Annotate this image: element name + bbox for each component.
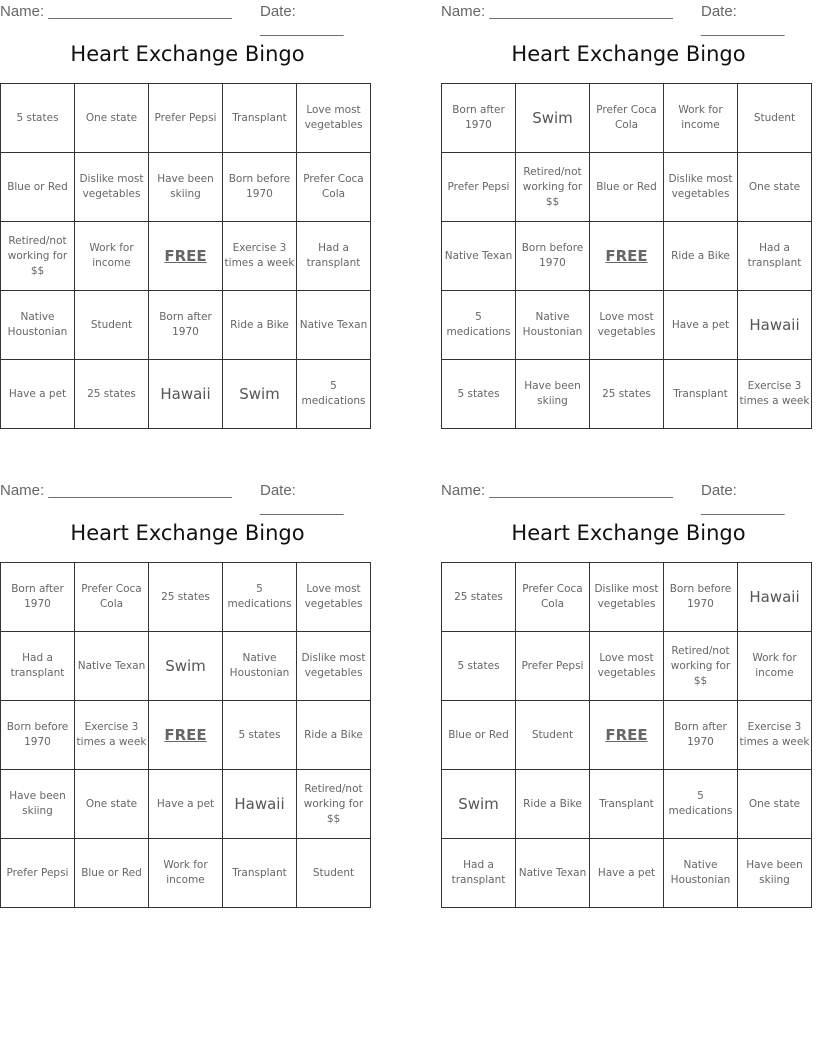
card-header <box>0 0 375 37</box>
bingo-cell[interactable]: Born before 1970 <box>516 222 590 291</box>
bingo-row <box>1 222 371 291</box>
bingo-cell[interactable]: Born after 1970 <box>1 563 75 632</box>
bingo-cell[interactable]: Prefer Pepsi <box>442 153 516 222</box>
bingo-cell[interactable]: One state <box>738 153 812 222</box>
bingo-cell[interactable]: Love most vegetables <box>297 84 371 153</box>
name-field-label[interactable]: Name: ______________________ <box>441 482 673 499</box>
bingo-cell[interactable]: Dislike most vegetables <box>590 563 664 632</box>
bingo-cell[interactable]: 5 states <box>1 84 75 153</box>
bingo-cell[interactable]: Work for income <box>149 839 223 908</box>
bingo-cell[interactable]: Native Houstonian <box>223 632 297 701</box>
bingo-cell[interactable]: Love most vegetables <box>590 632 664 701</box>
bingo-row <box>442 770 812 839</box>
bingo-cell[interactable]: Exercise 3 times a week <box>738 360 812 429</box>
bingo-row <box>442 701 812 770</box>
bingo-row <box>1 839 371 908</box>
bingo-cell[interactable]: Blue or Red <box>590 153 664 222</box>
bingo-cell[interactable]: Love most vegetables <box>590 291 664 360</box>
name-field-label[interactable]: Name: ______________________ <box>0 3 232 20</box>
bingo-cell[interactable]: Hawaii <box>223 770 297 839</box>
bingo-cell[interactable]: One state <box>75 84 149 153</box>
bingo-cell[interactable]: Work for income <box>738 632 812 701</box>
bingo-cell[interactable]: Dislike most vegetables <box>75 153 149 222</box>
bingo-cell[interactable]: 5 medications <box>223 563 297 632</box>
bingo-card-4 <box>441 479 816 911</box>
bingo-cell[interactable]: 25 states <box>75 360 149 429</box>
name-field-label[interactable]: Name: ______________________ <box>0 482 232 499</box>
bingo-cell[interactable]: Born before 1970 <box>1 701 75 770</box>
bingo-cell[interactable]: 5 medications <box>442 291 516 360</box>
bingo-cell[interactable]: Prefer Pepsi <box>1 839 75 908</box>
bingo-cell[interactable]: Blue or Red <box>442 701 516 770</box>
bingo-cell[interactable]: Transplant <box>590 770 664 839</box>
card-header <box>0 479 375 516</box>
card-title: Heart Exchange Bingo <box>511 42 746 66</box>
bingo-cell[interactable]: Had a transplant <box>1 632 75 701</box>
card-title: Heart Exchange Bingo <box>70 521 305 545</box>
bingo-cell[interactable]: 5 medications <box>297 360 371 429</box>
bingo-cell[interactable]: Born before 1970 <box>664 563 738 632</box>
bingo-row <box>442 84 812 153</box>
bingo-cell[interactable]: Transplant <box>223 84 297 153</box>
bingo-cell[interactable]: Student <box>297 839 371 908</box>
bingo-cell[interactable]: 5 states <box>442 632 516 701</box>
bingo-cell[interactable]: Native Houstonian <box>516 291 590 360</box>
bingo-cell[interactable]: 5 states <box>223 701 297 770</box>
bingo-cell[interactable]: Student <box>75 291 149 360</box>
bingo-cell[interactable]: Prefer Coca Cola <box>590 84 664 153</box>
date-field-label[interactable]: Date: __________ <box>260 482 344 516</box>
bingo-cell[interactable]: Swim <box>516 84 590 153</box>
bingo-cell[interactable]: Ride a Bike <box>664 222 738 291</box>
bingo-cell[interactable]: Swim <box>149 632 223 701</box>
bingo-cell[interactable]: Had a transplant <box>738 222 812 291</box>
bingo-cell[interactable]: Have been skiing <box>1 770 75 839</box>
bingo-cell[interactable]: Dislike most vegetables <box>297 632 371 701</box>
bingo-grid <box>0 83 371 429</box>
bingo-row <box>1 84 371 153</box>
bingo-row <box>1 360 371 429</box>
bingo-cell[interactable]: Born after 1970 <box>149 291 223 360</box>
bingo-cell[interactable]: 25 states <box>149 563 223 632</box>
bingo-row <box>1 563 371 632</box>
date-field-label[interactable]: Date: __________ <box>260 3 344 37</box>
bingo-card-3 <box>0 479 375 911</box>
bingo-cell[interactable]: Blue or Red <box>75 839 149 908</box>
bingo-cell[interactable]: One state <box>738 770 812 839</box>
bingo-cell[interactable]: Hawaii <box>149 360 223 429</box>
bingo-cell[interactable]: Hawaii <box>738 563 812 632</box>
bingo-cell[interactable]: Love most vegetables <box>297 563 371 632</box>
card-title: Heart Exchange Bingo <box>70 42 305 66</box>
bingo-cell[interactable]: Exercise 3 times a week <box>223 222 297 291</box>
bingo-cell[interactable]: Retired/not working for $$ <box>516 153 590 222</box>
bingo-row <box>442 291 812 360</box>
bingo-cell[interactable]: Exercise 3 times a week <box>738 701 812 770</box>
bingo-cell[interactable]: Native Texan <box>75 632 149 701</box>
bingo-cell[interactable]: Native Texan <box>516 839 590 908</box>
free-space-cell[interactable]: FREE <box>590 222 664 291</box>
date-field-label[interactable]: Date: __________ <box>701 3 785 37</box>
bingo-row <box>1 632 371 701</box>
free-space-cell[interactable]: FREE <box>149 701 223 770</box>
card-title: Heart Exchange Bingo <box>511 521 746 545</box>
bingo-grid <box>441 562 812 908</box>
bingo-cell[interactable]: Work for income <box>664 84 738 153</box>
bingo-cell[interactable]: Have a pet <box>1 360 75 429</box>
bingo-cell[interactable]: Have been skiing <box>516 360 590 429</box>
bingo-row <box>1 770 371 839</box>
bingo-card-2 <box>441 0 816 432</box>
bingo-row <box>442 360 812 429</box>
bingo-cell[interactable]: 25 states <box>590 360 664 429</box>
bingo-cell[interactable]: Prefer Coca Cola <box>516 563 590 632</box>
bingo-cell[interactable]: Born after 1970 <box>442 84 516 153</box>
bingo-cell[interactable]: Blue or Red <box>1 153 75 222</box>
bingo-cell[interactable]: Swim <box>442 770 516 839</box>
bingo-cell[interactable]: Prefer Pepsi <box>516 632 590 701</box>
bingo-grid <box>0 562 371 908</box>
bingo-cell[interactable]: Born before 1970 <box>223 153 297 222</box>
bingo-cell[interactable]: Prefer Coca Cola <box>75 563 149 632</box>
bingo-cell[interactable]: Have a pet <box>590 839 664 908</box>
bingo-cell[interactable]: Had a transplant <box>297 222 371 291</box>
bingo-cell[interactable]: Dislike most vegetables <box>664 153 738 222</box>
free-space-cell[interactable]: FREE <box>590 701 664 770</box>
bingo-row <box>1 291 371 360</box>
bingo-cell[interactable]: Ride a Bike <box>516 770 590 839</box>
bingo-cell[interactable]: Prefer Pepsi <box>149 84 223 153</box>
bingo-cell[interactable]: Retired/not working for $$ <box>297 770 371 839</box>
bingo-cell[interactable]: Swim <box>223 360 297 429</box>
bingo-cell[interactable]: Exercise 3 times a week <box>75 701 149 770</box>
bingo-row <box>442 222 812 291</box>
bingo-cell[interactable]: Native Houstonian <box>664 839 738 908</box>
bingo-cell[interactable]: One state <box>75 770 149 839</box>
bingo-cell[interactable]: Ride a Bike <box>297 701 371 770</box>
bingo-row <box>1 153 371 222</box>
bingo-cell[interactable]: Ride a Bike <box>223 291 297 360</box>
bingo-cell[interactable]: Student <box>738 84 812 153</box>
card-header <box>441 0 816 37</box>
bingo-cell[interactable]: Have a pet <box>149 770 223 839</box>
bingo-cell[interactable]: Native Texan <box>297 291 371 360</box>
bingo-cell[interactable]: 5 medications <box>664 770 738 839</box>
bingo-cell[interactable]: Transplant <box>223 839 297 908</box>
bingo-cell[interactable]: Retired/not working for $$ <box>664 632 738 701</box>
free-space-cell[interactable]: FREE <box>149 222 223 291</box>
bingo-row <box>442 839 812 908</box>
bingo-cell[interactable]: Native Texan <box>442 222 516 291</box>
bingo-cell[interactable]: Have been skiing <box>738 839 812 908</box>
bingo-cell[interactable]: 5 states <box>442 360 516 429</box>
bingo-cell[interactable]: Student <box>516 701 590 770</box>
bingo-cell[interactable]: Hawaii <box>738 291 812 360</box>
bingo-row <box>442 153 812 222</box>
bingo-cell[interactable]: Native Houstonian <box>1 291 75 360</box>
name-field-label[interactable]: Name: ______________________ <box>441 3 673 20</box>
bingo-row <box>1 701 371 770</box>
bingo-card-1 <box>0 0 375 432</box>
bingo-cell[interactable]: Prefer Coca Cola <box>297 153 371 222</box>
bingo-cell[interactable]: Have a pet <box>664 291 738 360</box>
bingo-cell[interactable]: 25 states <box>442 563 516 632</box>
bingo-row <box>442 632 812 701</box>
bingo-cell[interactable]: Born after 1970 <box>664 701 738 770</box>
bingo-row <box>442 563 812 632</box>
bingo-cell[interactable]: Work for income <box>75 222 149 291</box>
bingo-grid <box>441 83 812 429</box>
date-field-label[interactable]: Date: __________ <box>701 482 785 516</box>
bingo-cell[interactable]: Have been skiing <box>149 153 223 222</box>
bingo-cell[interactable]: Had a transplant <box>442 839 516 908</box>
bingo-cell[interactable]: Transplant <box>664 360 738 429</box>
bingo-cell[interactable]: Retired/not working for $$ <box>1 222 75 291</box>
card-header <box>441 479 816 516</box>
